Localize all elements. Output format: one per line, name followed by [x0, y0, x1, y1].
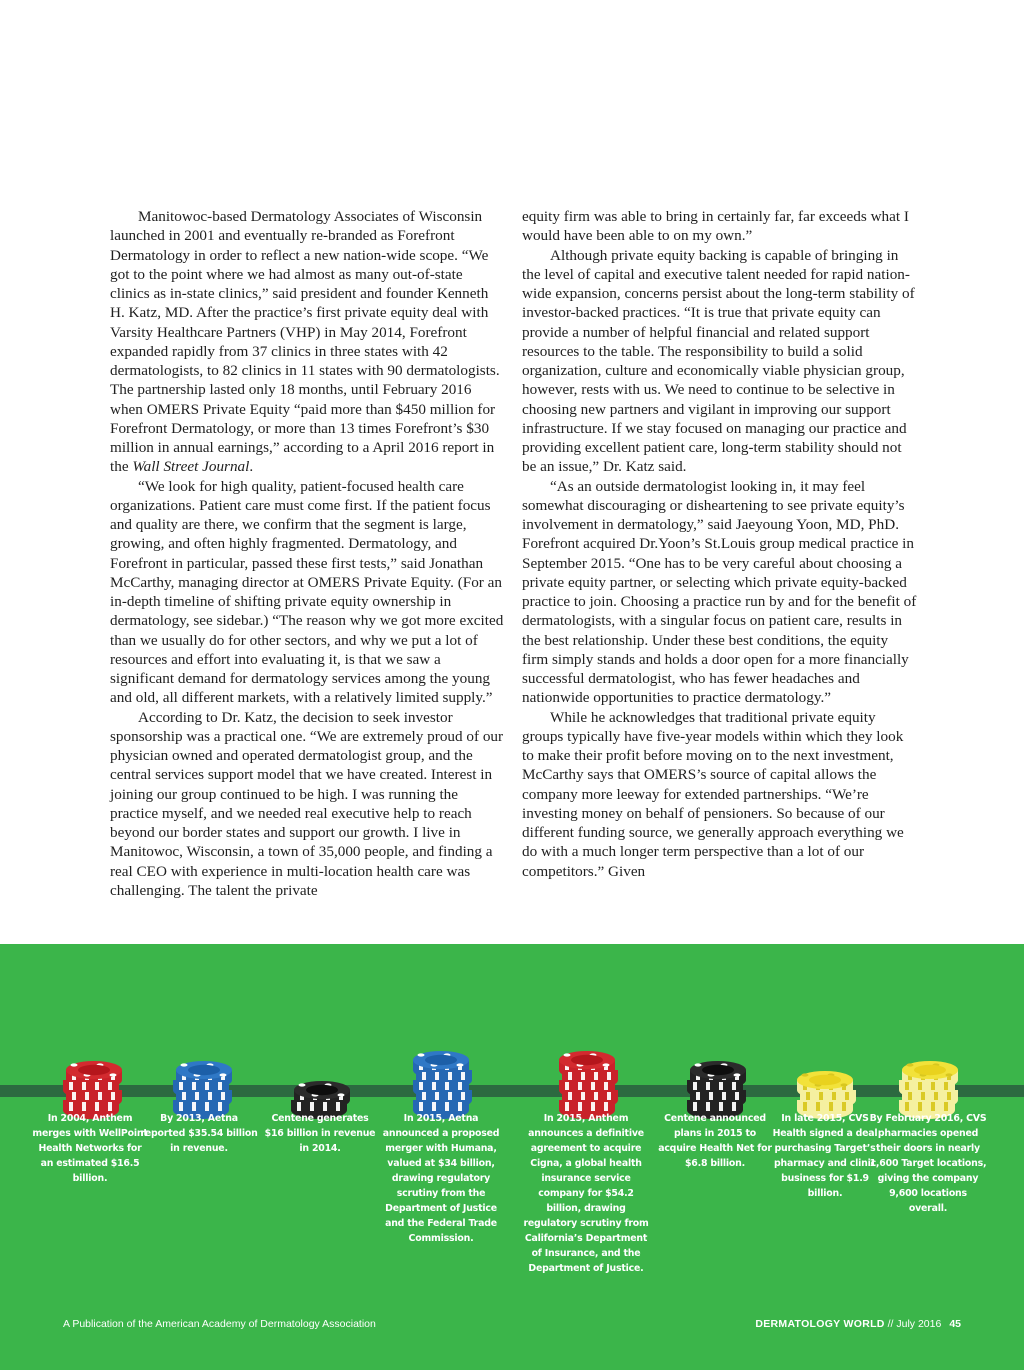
timeline-caption: By February 2016, CVS pharmacies opened their doors in nearly 1,600 Target locations, giving the company 9,600 locations overall.	[869, 1113, 987, 1214]
page-number: 45	[949, 1318, 961, 1330]
poker-chip-top	[902, 1061, 958, 1079]
chip-stack-icon	[170, 1040, 234, 1120]
article-paragraph: Manitowoc-based Dermatology Associates of Wisconsin launched in 2001 and eventually re-branded as Forefront Dermatology in order to reflect a new nation-wide scope. “We got to the point where we had almost as many out-of-state clinics as in-state clinics,” said president and founder Kenneth H. Katz, MD. After the practice’s first private equity deal with Varsity Healthcare Partners (VHP) in May 2014, Forefront expanded rapidly from 37 clinics in three states with 42 dermatologists, to 82 clinics in 11 states with 90 dermatologists. The partnership lasted only 18 months, until February 2016 when OMERS Private Equity “paid more than $450 million for Forefront Dermatology, or more than 13 times Forefront’s $30 million in annual earnings,” according to a April 2016 report in the Wall Street Journal.	[110, 208, 500, 476]
timeline-caption: In 2004, Anthem merges with WellPoint Health Networks for an estimated $16.5 billion.	[32, 1113, 148, 1184]
article-paragraph: According to Dr. Katz, the decision to seek investor sponsorship was a practical one. “We are extremely proud of our physician owned and operated dermatologist group, and the central services support model that we have created. Interest in joining our group continued to be high. I was running the practice myself, and we needed real executive help to reach beyond our border states and support our growth. I live in Manitowoc, Wisconsin, a town of 35,000 people, and finding a real CEO with experience in multi-location health care was challenging. The talent the private	[110, 708, 504, 899]
timeline-table-edge	[0, 1085, 1024, 1097]
chip-stack-icon	[556, 1040, 620, 1120]
article-paragraph: Although private equity backing is capable of bringing in the level of capital and executive talent needed for rapid nation-wide expansion, concerns persist about the long-term stability of investor-backed practices. “It is true that private equity can provide a number of helpful financial and related support resources to the table. The responsibility to build a solid organization, culture and economically viable physician group, however, rests with us. We need to continue to be selective in choosing new partners and vigilant in improving our support infrastructure. If we stay focused on managing our practice and providing excellent patient care, long-term stability should not be an issue,” Dr. Katz said.	[522, 246, 915, 476]
poker-chip-top	[66, 1061, 122, 1079]
article-paragraph: While he acknowledges that traditional private equity groups typically have five-year models within which they look to make their profit before moving on to the next investment, McCarthy says that OMERS’s source of capital allows the company more leeway for extended partnerships. “We’re investing money on behalf of pensioners. So because of our different funding source, we generally approach everything we do with a much longer term perspective than a lot of our competitors.” Given	[522, 708, 904, 880]
chip-stack-icon	[896, 1040, 960, 1120]
article-paragraph: equity firm was able to bring in certainly far, far exceeds what I would have been able to on my own.”	[522, 208, 909, 245]
chip-stack-icon	[684, 1040, 748, 1120]
timeline-caption: Centene announced plans in 2015 to acquire Health Net for $6.8 billion.	[658, 1113, 772, 1169]
chip-stack-icon	[288, 1040, 352, 1120]
footer-brand: DERMATOLOGY WORLD	[755, 1318, 885, 1330]
timeline-caption: Centene generates $16 billion in revenue in 2014.	[264, 1113, 376, 1154]
article-column-right	[522, 207, 918, 881]
poker-chip-top	[690, 1061, 746, 1079]
article-paragraph: “We look for high quality, patient-focused health care organizations. Patient care must come first. If the patient focus and quality are there, we confirm that the segment is large, growing, and often highly fragmented. Dermatology, and Forefront in particular, passed these first tests,” said Jonathan McCarthy, managing director at OMERS Private Equity. (For an in-depth timeline of shifting private equity ownership in dermatology, see sidebar.) “The reason why we got more excited than we usually do for other sectors, and why we put a lot of resources and effort into evaluating it, is that we saw a significant demand for dermatology services among the young and old, all different markets, with a relatively limited supply.”	[110, 477, 504, 707]
footer-issue: // July 2016	[884, 1318, 942, 1330]
poker-chip-top	[294, 1081, 350, 1099]
poker-chip-top	[797, 1071, 853, 1089]
poker-chip-top	[559, 1051, 615, 1069]
article-column-left	[110, 207, 504, 900]
timeline-caption: In late 2015, CVS Health signed a deal purchasing Target’s pharmacy and clinic business for $1.9 billion.	[772, 1113, 878, 1199]
chip-stack-icon	[794, 1040, 858, 1120]
article-paragraph: “As an outside dermatologist looking in, it may feel somewhat discouraging or disheartening to see private equity’s involvement in dermatology,” said Jaeyoung Yoon, MD, PhD. Forefront acquired Dr.Yoon’s St.Louis group medical practice in September 2015. “One has to be very careful about choosing a private equity partner, or selecting which private equity-backed practice to join. Choosing a practice run by and for the benefit of dermatologists, with a singular focus on patient care, results in the best relationship. Under these best conditions, the equity firm simply stands and holds a door open for a more financially successful dermatologist, who has fewer headaches and nationwide opportunities to practice dermatology.”	[522, 477, 917, 707]
footer-folio	[755, 1318, 961, 1330]
footer-publication-note: A Publication of the American Academy of Dermatology Association	[63, 1318, 376, 1330]
timeline-caption: In 2015, Aetna announced a proposed merger with Humana, valued at $34 billion, drawing regulatory scrutiny from the Department of Justice and the Federal Trade Commission.	[382, 1113, 500, 1244]
timeline-caption: By 2013, Aetna reported $35.54 billion in revenue.	[140, 1113, 258, 1154]
chip-stack-icon	[60, 1040, 124, 1120]
chip-stack-icon	[410, 1040, 474, 1120]
timeline-caption: In 2015, Anthem announces a definitive agreement to acquire Cigna, a global health insurance service company for $54.2 billion, drawing regulatory scrutiny from California’s Department of Insurance, and the Department of Justice.	[523, 1113, 649, 1274]
poker-chip-top	[413, 1051, 469, 1069]
poker-chip-top	[176, 1061, 232, 1079]
publication-title: Wall Street Journal	[132, 458, 250, 476]
